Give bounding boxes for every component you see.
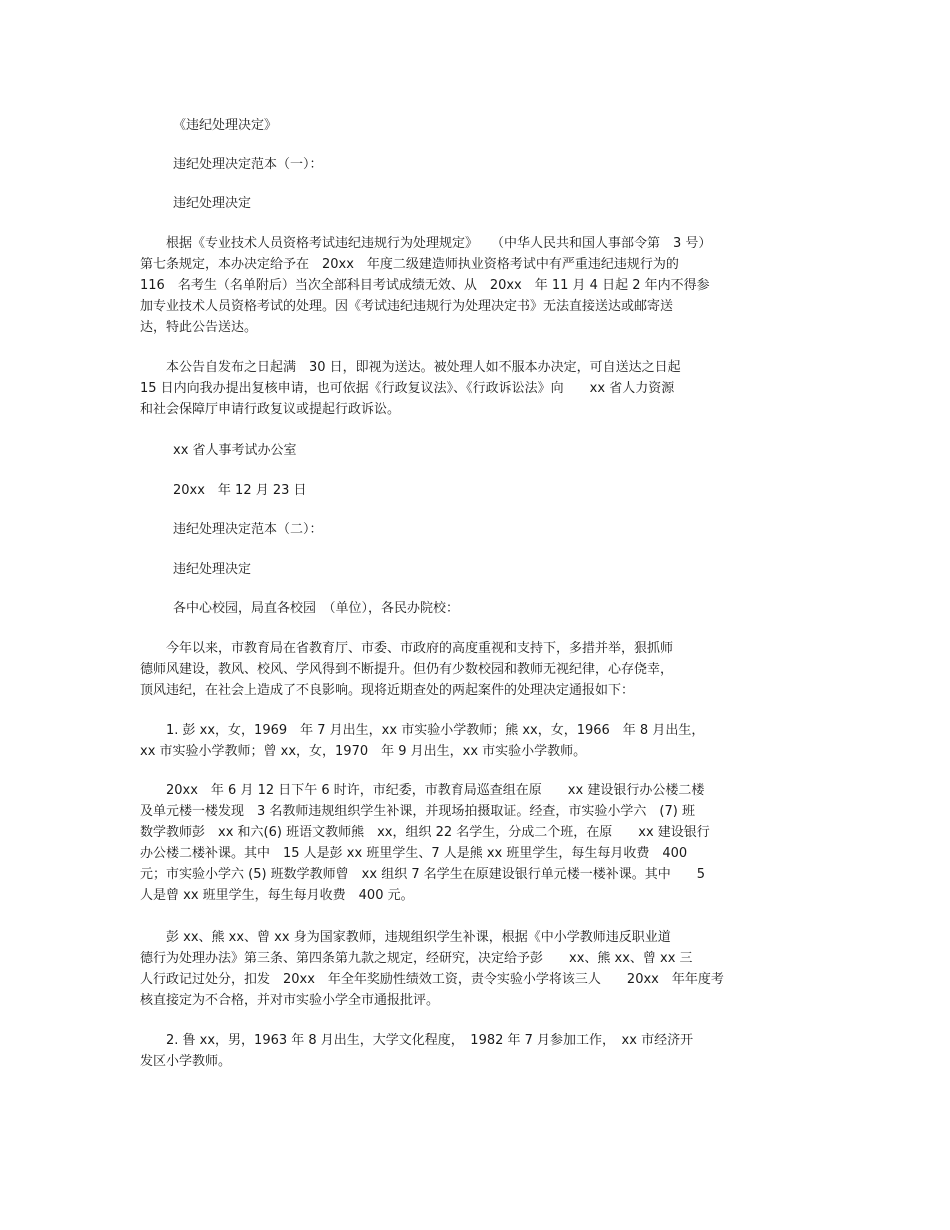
text-line: 116 名考生（名单附后）当次全部科目考试成绩无效、从 20xx 年 11 月 4 日起 2 年内不得参 bbox=[140, 278, 710, 293]
text-line: 人是曾 xx 班里学生，每生每月收费 400 元。 bbox=[140, 888, 414, 903]
text-line: 和社会保障厅申请行政复议或提起行政诉讼。 bbox=[140, 402, 401, 417]
sample2-subtitle: 违纪处理决定 bbox=[173, 562, 252, 577]
text-line: xx 市实验小学教师；曾 xx，女，1970 年 9 月出生，xx 市实验小学教师。 bbox=[140, 744, 587, 759]
sample2-paragraph-2 bbox=[140, 720, 810, 762]
sample1-paragraph-2 bbox=[140, 357, 810, 420]
text-line: 数学教师彭 xx 和六(6) 班语文教师熊 xx，组织 22 名学生，分成二个班，在原 xx 建设银行 bbox=[140, 825, 710, 840]
text-line: 达，特此公告送达。 bbox=[140, 320, 258, 335]
text-line: 今年以来，市教育局在省教育厅、市委、市政府的高度重视和支持下，多措并举，狠抓师 bbox=[140, 641, 674, 656]
text-line: 本公告自发布之日起满 30 日，即视为送达。被处理人如不服本办决定，可自送达之日起 bbox=[140, 360, 681, 375]
sample1-paragraph-1 bbox=[140, 233, 810, 338]
sample1-date: 20xx 年 12 月 23 日 bbox=[173, 483, 307, 498]
text-line: 人行政记过处分，扣发 20xx 年全年奖励性绩效工资，责令实验小学将该三人 20xx 年年度考 bbox=[140, 972, 724, 987]
text-line: 德师风建设，教风、校风、学风得到不断提升。但仍有少数校园和教师无视纪律，心存侥幸， bbox=[140, 662, 674, 677]
text-line: 办公楼二楼补课。其中 15 人是彭 xx 班里学生、7 人是熊 xx 班里学生，每生每月收费 400 bbox=[140, 846, 688, 861]
text-line: 加专业技术人员资格考试的处理。因《考试违纪违规行为处理决定书》无法直接送达或邮寄送 bbox=[140, 299, 674, 314]
sample1-heading: 违纪处理决定范本（一）： bbox=[173, 157, 323, 172]
text-line: 15 日内向我办提出复核申请，也可依据《行政复议法》、《行政诉讼法》向 xx 省人力资源 bbox=[140, 381, 675, 396]
text-line: 核直接定为不合格，并对市实验小学全市通报批评。 bbox=[140, 993, 440, 1008]
text-line: 根据《专业技术人员资格考试违纪违规行为处理规定》 （中华人民共和国人事部令第 3 号） bbox=[140, 236, 712, 251]
sample2-salutation: 各中心校园，局直各校园 （单位），各民办院校： bbox=[173, 601, 460, 616]
sample2-paragraph-3 bbox=[140, 780, 810, 906]
sample1-signature: xx 省人事考试办公室 bbox=[173, 443, 297, 458]
text-line: 20xx 年 6 月 12 日下午 6 时许，市纪委，市教育局巡查组在原 xx 建设银行办公楼二楼 bbox=[140, 783, 705, 798]
text-line: 顶风违纪，在社会上造成了不良影响。现将近期查处的两起案件的处理决定通报如下： bbox=[140, 683, 635, 698]
sample2-heading: 违纪处理决定范本（二）： bbox=[173, 522, 323, 537]
sample1-subtitle: 违纪处理决定 bbox=[173, 196, 252, 211]
text-line: 第七条规定，本办决定给予在 20xx 年度二级建造师执业资格考试中有严重违纪违规行为的 bbox=[140, 257, 679, 272]
sample2-paragraph-5 bbox=[140, 1030, 810, 1072]
text-line: 发区小学教师。 bbox=[140, 1054, 232, 1069]
text-line: 德行为处理办法》第三条、第四条第九款之规定，经研究，决定给予彭 xx、熊 xx、曾 xx 三 bbox=[140, 951, 693, 966]
text-line: 彭 xx、熊 xx、曾 xx 身为国家教师，违规组织学生补课，根据《中小学教师违反职业道 bbox=[140, 930, 671, 945]
text-line: 1. 彭 xx，女，1969 年 7 月出生，xx 市实验小学教师；熊 xx，女，1966 年 8 月出生， bbox=[140, 723, 705, 738]
text-line: 及单元楼一楼发现 3 名教师违规组织学生补课，并现场拍摄取证。经查，市实验小学六 (7) 班 bbox=[140, 804, 695, 819]
document-title: 《违纪处理决定》 bbox=[173, 118, 278, 133]
text-line: 2. 鲁 xx，男，1963 年 8 月出生，大学文化程度， 1982 年 7 月参加工作， xx 市经济开 bbox=[140, 1033, 694, 1048]
sample2-paragraph-4 bbox=[140, 927, 810, 1011]
text-line: 元；市实验小学六 (5) 班数学教师曾 xx 组织 7 名学生在原建设银行单元楼一楼补课。其中 5 bbox=[140, 867, 706, 882]
sample2-paragraph-1 bbox=[140, 638, 810, 701]
